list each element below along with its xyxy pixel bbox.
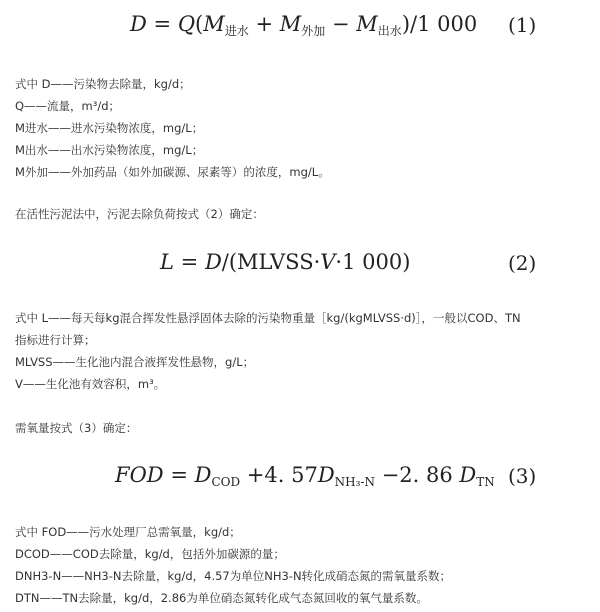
equation-1-number: (1) [508, 13, 537, 37]
definition-line: M出水——出水污染物浓度，mg/L； [15, 143, 204, 157]
definition-line: V——生化池有效容积，m³。 [15, 377, 166, 391]
paragraph-intro-3: 需氧量按式（3）确定： [15, 421, 138, 435]
definition-line: 式中 FOD——污水处理厂总需氧量，kg/d； [15, 525, 241, 539]
equation-2-number: (2) [508, 251, 537, 275]
equation-2 [0, 250, 600, 280]
definition-line: 式中 L——每天每kg混合挥发性悬浮固体去除的污染物重量［kg/(kgMLVSS·d)］，一般以COD、TN [15, 311, 521, 325]
paragraph-intro-2: 在活性污泥法中，污泥去除负荷按式（2）确定： [15, 207, 264, 221]
definition-line: MLVSS——生化池内混合液挥发性悬物，g/L； [15, 355, 255, 369]
equation-1 [0, 12, 600, 42]
definition-line: 指标进行计算； [15, 333, 96, 347]
equation-2-body: L = D/(MLVSS·V·1 000) [160, 250, 411, 274]
equation-3 [0, 463, 600, 493]
definition-line: DTN——TN去除量，kg/d，2.86为单位硝态氮转化成气态氮回收的氧气量系数。 [15, 591, 428, 605]
definition-line: M外加——外加药品（如外加碳源、尿素等）的浓度，mg/L。 [15, 165, 330, 179]
definition-line: M进水——进水污染物浓度，mg/L； [15, 121, 204, 135]
equation-1-body: $D = Q(M_{进水} + M_{外加} - M_{出水})/1$ 000 [130, 12, 478, 38]
definition-line: DCOD——COD去除量，kg/d，包括外加碳源的量； [15, 547, 285, 561]
definition-line: Q——流量，m³/d； [15, 99, 121, 113]
equation-3-number: (3) [508, 464, 537, 488]
equation-3-body: FOD = $D_{COD} +4$. $57D_{NH_3-N} -2$. 86 $D_{TN}$ [115, 463, 495, 489]
definition-line: 式中 D——污染物去除量，kg/d； [15, 77, 191, 91]
definition-line: DNH3-N——NH3-N去除量，kg/d，4.57为单位NH3-N转化成硝态氮的需氧量系数； [15, 569, 452, 583]
